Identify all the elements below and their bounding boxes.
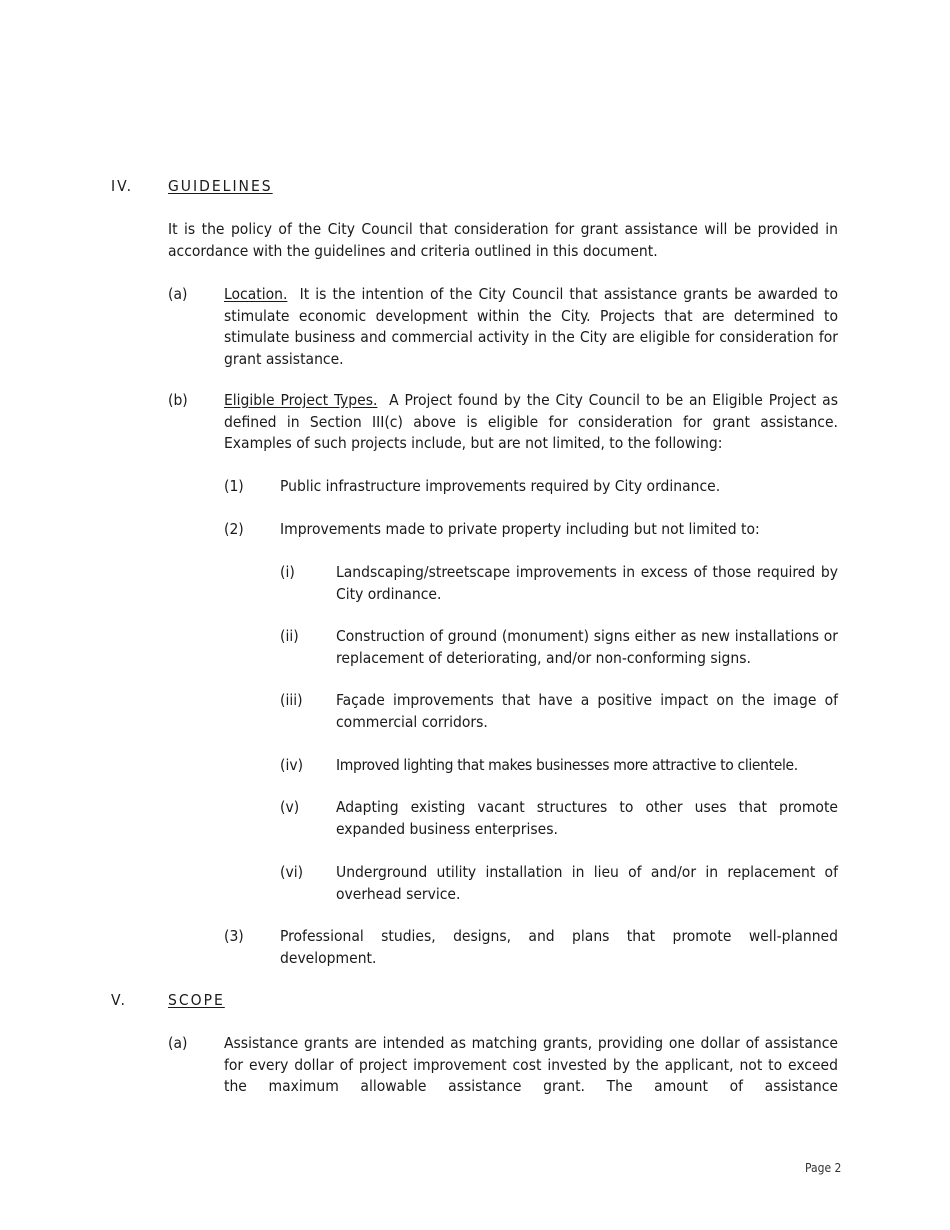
sub-2-v-label: (v) [280,798,300,816]
item-b-title: Eligible Project Types. [224,391,378,409]
item-b-label: (b) [168,391,188,409]
item-a-label: (a) [168,285,188,303]
sub-2-iv-label: (iv) [280,756,304,774]
sub-2-i-label: (i) [280,563,295,581]
sub-3-text: Professional studies, designs, and plans that promote well-planned development. [280,927,838,967]
item-a-title: Location. [224,285,288,303]
item-b-paragraph [224,390,838,455]
item-a-text: It is the intention of the City Council that assistance grants be awarded to stimulate economic development within the City. Projects that are determined to stimulate business and commercial activity in the City are eligible for consideration for grant assistance. [224,285,838,368]
sub-2-vi-text: Underground utility installation in lieu of and/or in replacement of overhead service. [336,863,838,903]
item-b-text: A Project found by the City Council to be an Eligible Project as defined in Section III(c) above is eligible for consideration for grant assistance. Examples of such projects include, but are not limited, to the following: [224,391,838,452]
section-iv-heading: GUIDELINES [168,177,273,195]
item-a-paragraph [224,284,838,370]
scope-a-text: Assistance grants are intended as matching grants, providing one dollar of assistance for every dollar of project improvement cost invested by the applicant, not to exceed the maximum allowable assistance grant. The amount of assistance [224,1034,838,1095]
section-iv-intro: It is the policy of the City Council that consideration for grant assistance will be provided in accordance with the guidelines and criteria outlined in this document. [168,220,838,260]
sub-3-label: (3) [224,927,244,945]
sub-1-text: Public infrastructure improvements required by City ordinance. [280,477,721,495]
sub-2-v-text: Adapting existing vacant structures to other uses that promote expanded business enterprises. [336,798,838,838]
section-iv-number: IV. [111,177,134,195]
sub-1-label: (1) [224,477,244,495]
sub-2-iii-label: (iii) [280,691,303,709]
sub-2-iii-text: Façade improvements that have a positive impact on the image of commercial corridors. [336,691,838,731]
section-v-number: V. [111,991,127,1009]
sub-2-label: (2) [224,520,244,538]
sub-2-vi-label: (vi) [280,863,304,881]
scope-a-label: (a) [168,1034,188,1052]
sub-2-ii-text: Construction of ground (monument) signs either as new installations or replacement of deteriorating, and/or non-conforming signs. [336,627,838,667]
section-v-heading: SCOPE [168,991,225,1009]
sub-2-text: Improvements made to private property including but not limited to: [280,520,760,538]
sub-2-iv-text: Improved lighting that makes businesses more attractive to clientele. [336,756,798,774]
page-number: Page 2 [805,1161,842,1175]
sub-2-i-text: Landscaping/streetscape improvements in excess of those required by City ordinance. [336,563,838,603]
sub-2-ii-label: (ii) [280,627,299,645]
